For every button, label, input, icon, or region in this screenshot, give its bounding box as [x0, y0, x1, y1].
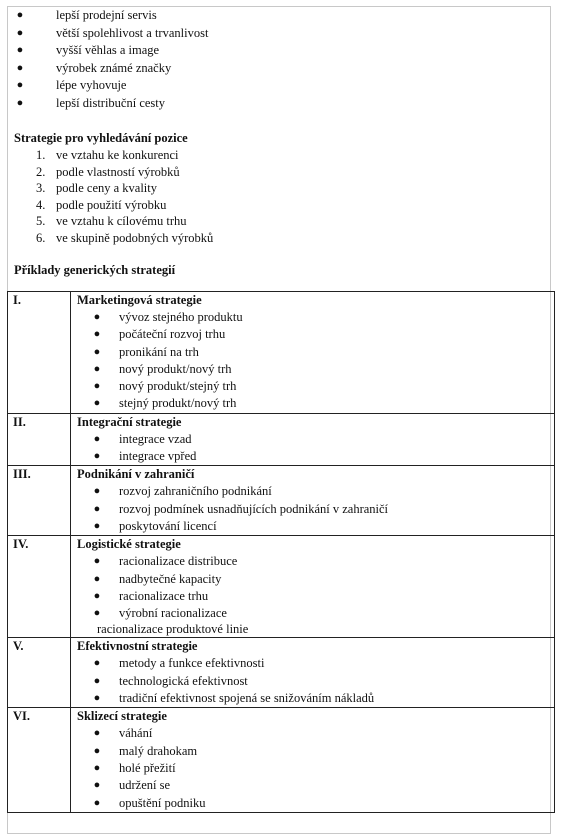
bullet-icon: ●	[93, 485, 101, 498]
row-title: Efektivnostní strategie	[77, 639, 198, 654]
list-item: 5. ve vztahu k cílovému trhu	[36, 214, 187, 228]
row-title: Logistické strategie	[77, 537, 181, 552]
list-item: ● lepší prodejní servis	[14, 7, 556, 25]
row-body	[71, 708, 555, 812]
row-title: Podnikání v zahraničí	[77, 467, 195, 482]
bullet-icon: ●	[93, 432, 101, 445]
bullet-icon: ●	[16, 44, 24, 56]
bullet-icon: ●	[93, 311, 101, 323]
row-items	[77, 431, 554, 466]
table-row	[8, 413, 555, 466]
bullet-icon: ●	[93, 572, 101, 585]
strategy-table	[7, 291, 555, 813]
table-row	[8, 466, 555, 536]
list-item: ● nadbytečné kapacity	[77, 571, 554, 588]
row-items	[77, 725, 554, 811]
list-item: 6. ve skupině podobných výrobků	[36, 230, 214, 245]
bullet-icon: ●	[16, 79, 24, 91]
list-item: ● lépe vyhovuje	[14, 77, 556, 95]
row-body	[71, 413, 555, 466]
positioning-list	[14, 147, 556, 246]
list-item: ● váhání	[77, 725, 554, 742]
list-item: ● integrace vpřed	[77, 448, 554, 465]
bullet-icon: ●	[93, 607, 101, 620]
row-items	[77, 309, 554, 413]
table-row	[8, 536, 555, 638]
row-number: I.	[8, 292, 71, 414]
list-item: ● udržení se	[77, 777, 554, 794]
table-row	[8, 292, 555, 414]
advantage-list	[14, 7, 556, 112]
list-item: ● integrace vzad	[77, 431, 554, 448]
row-extra-text: racionalizace produktové linie	[97, 622, 249, 637]
bullet-icon: ●	[16, 26, 24, 39]
list-item: 1. ve vztahu ke konkurenci	[36, 148, 179, 162]
bullet-icon: ●	[93, 674, 101, 687]
bullet-icon: ●	[93, 744, 101, 757]
list-item: ● opuštění podniku	[77, 795, 554, 812]
row-body	[71, 536, 555, 638]
row-number: V.	[8, 638, 71, 708]
list-item: ● stejný produkt/nový trh	[77, 395, 554, 412]
bullet-icon: ●	[93, 328, 101, 341]
bullet-icon: ●	[16, 96, 24, 109]
list-item: ● lepší distribuční cesty	[14, 95, 556, 113]
row-number: VI.	[8, 708, 71, 812]
table-row	[8, 708, 555, 812]
bullet-icon: ●	[93, 796, 101, 809]
list-item: ● tradiční efektivnost spojená se snižováním nákladů	[77, 690, 554, 707]
row-number: III.	[8, 466, 71, 536]
list-item: ● metody a funkce efektivnosti	[77, 655, 554, 672]
list-item: 2. podle vlastností výrobků	[36, 164, 180, 179]
list-item: 3. podle ceny a kvality	[36, 181, 158, 195]
generic-heading: Příklady generických strategií	[14, 263, 176, 277]
row-items	[77, 553, 554, 622]
row-number: II.	[8, 413, 71, 466]
document-page	[7, 6, 551, 834]
bullet-icon: ●	[93, 589, 101, 602]
bullet-icon: ●	[16, 9, 24, 21]
positioning-heading: Strategie pro vyhledávání pozice	[14, 131, 188, 145]
list-item: ● počáteční rozvoj trhu	[77, 326, 554, 343]
list-item: ● výrobní racionalizace	[77, 605, 554, 622]
list-item: ● holé přežití	[77, 760, 554, 777]
list-item: ● vyšší věhlas a image	[14, 42, 556, 60]
list-item: 4. podle použití výrobku	[36, 197, 167, 212]
list-item: ● malý drahokam	[77, 743, 554, 760]
list-item: ● racionalizace distribuce	[77, 553, 554, 570]
bullet-icon: ●	[93, 362, 101, 375]
row-body	[71, 466, 555, 536]
row-items	[77, 655, 554, 707]
list-item: ● rozvoj zahraničního podnikání	[77, 483, 554, 500]
bullet-icon: ●	[93, 397, 101, 410]
list-item: ● nový produkt/stejný trh	[77, 378, 554, 395]
list-item: ● vývoz stejného produktu	[77, 309, 554, 326]
row-title: Integrační strategie	[77, 414, 182, 429]
row-title: Sklizecí strategie	[77, 709, 167, 724]
list-item: ● nový produkt/nový trh	[77, 361, 554, 378]
list-item: ● pronikání na trh	[77, 344, 554, 361]
bullet-icon: ●	[93, 555, 101, 568]
list-item: ● poskytování licencí	[77, 518, 554, 535]
row-number: IV.	[8, 536, 71, 638]
row-items	[77, 483, 554, 535]
list-item: ● technologická efektivnost	[77, 673, 554, 690]
row-title: Marketingová strategie	[77, 293, 202, 307]
list-item: ● racionalizace trhu	[77, 588, 554, 605]
table-row	[8, 638, 555, 708]
list-item: ● větší spolehlivost a trvanlivost	[14, 25, 556, 43]
bullet-icon: ●	[93, 519, 101, 532]
bullet-icon: ●	[16, 61, 24, 74]
list-item: ● výrobek známé značky	[14, 60, 556, 78]
bullet-icon: ●	[93, 657, 101, 670]
row-body	[71, 638, 555, 708]
bullet-icon: ●	[93, 450, 101, 463]
bullet-icon: ●	[93, 380, 101, 393]
bullet-icon: ●	[93, 345, 101, 358]
document-content	[14, 7, 556, 279]
bullet-icon: ●	[93, 727, 101, 740]
row-body	[71, 292, 555, 414]
bullet-icon: ●	[93, 502, 101, 515]
bullet-icon: ●	[93, 761, 101, 774]
bullet-icon: ●	[93, 779, 101, 792]
bullet-icon: ●	[93, 692, 101, 705]
list-item: ● rozvoj podmínek usnadňujících podnikání v zahraničí	[77, 501, 554, 518]
